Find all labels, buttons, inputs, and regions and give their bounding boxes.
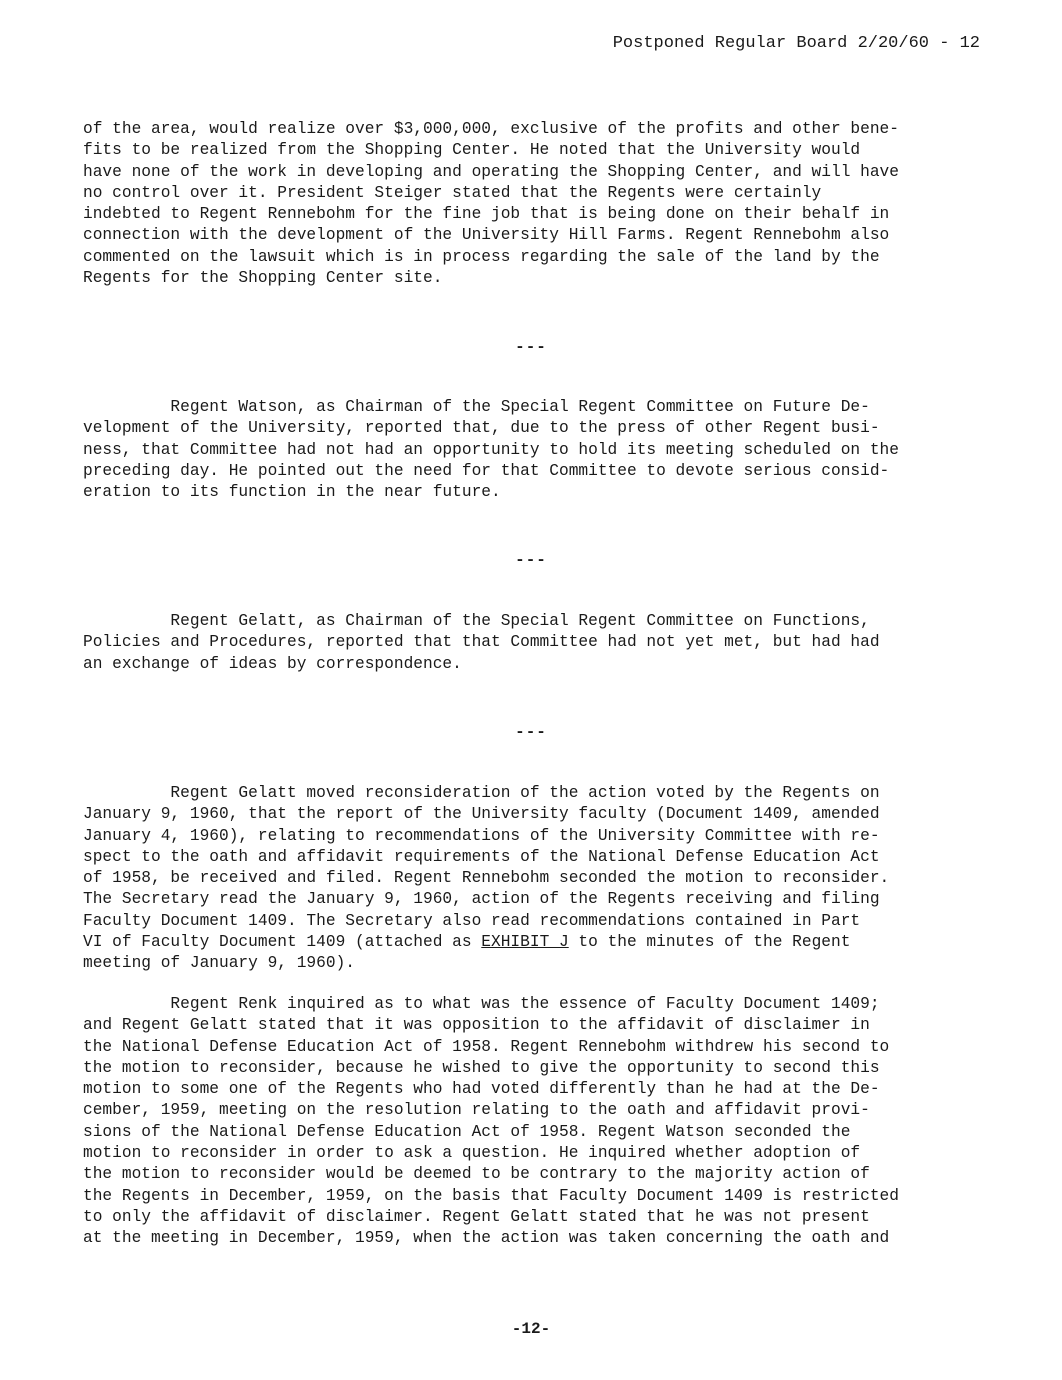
- text-line: Regent Gelatt moved reconsideration of the action voted by the Regents on: [83, 784, 880, 802]
- text-line: sions of the National Defense Education Act of 1958. Regent Watson seconded the: [83, 1122, 851, 1141]
- text-line: Regents for the Shopping Center site.: [83, 269, 443, 288]
- section-separator: ---: [515, 338, 547, 356]
- text-line: [83, 932, 988, 953]
- text-line: no control over it. President Steiger stated that the Regents were certainly: [83, 183, 822, 202]
- text-line: January 9, 1960, that the report of the University faculty (Document 1409, amended: [83, 805, 880, 824]
- paragraph-future-development: [83, 397, 988, 503]
- text-line: have none of the work in developing and operating the Shopping Center, and will have: [83, 162, 899, 181]
- text-line: preceding day. He pointed out the need for that Committee to devote serious consid-: [83, 461, 890, 480]
- section-separator: ---: [515, 723, 547, 741]
- text-line: Policies and Procedures, reported that that Committee had not yet met, but had had: [83, 633, 880, 652]
- paragraph-shopping-center: [83, 119, 988, 289]
- text-line: motion to some one of the Regents who had voted differently than he had at the De-: [83, 1080, 880, 1099]
- text-line: Regent Gelatt, as Chairman of the Special Regent Committee on Functions,: [83, 612, 870, 630]
- text-line: of 1958, be received and filed. Regent Rennebohm seconded the motion to reconsider.: [83, 869, 890, 888]
- text-line: fits to be realized from the Shopping Center. He noted that the University would: [83, 141, 861, 160]
- section-separator: ---: [515, 551, 547, 569]
- text-line: Regent Watson, as Chairman of the Special Regent Committee on Future De-: [83, 398, 870, 416]
- text-line: an exchange of ideas by correspondence.: [83, 654, 462, 673]
- text-line: spect to the oath and affidavit requirements of the National Defense Education Act: [83, 847, 880, 866]
- text-line: the Regents in December, 1959, on the basis that Faculty Document 1409 is restricted: [83, 1186, 899, 1205]
- text-line: the motion to reconsider would be deemed to be contrary to the majority action of: [83, 1165, 870, 1184]
- text-fragment: to the minutes of the Regent: [568, 933, 851, 952]
- text-line: motion to reconsider in order to ask a question. He inquired whether adoption of: [83, 1144, 861, 1163]
- paragraph-renk-inquiry: [83, 994, 988, 1250]
- text-line: commented on the lawsuit which is in process regarding the sale of the land by the: [83, 247, 880, 266]
- text-fragment: VI of Faculty Document 1409 (attached as: [83, 933, 482, 952]
- page-number: -12-: [511, 1320, 551, 1338]
- text-line: connection with the development of the University Hill Farms. Regent Rennebohm also: [83, 226, 890, 245]
- paragraph-reconsideration-motion: [83, 783, 988, 975]
- text-line: meeting of January 9, 1960).: [83, 954, 355, 973]
- text-line: the National Defense Education Act of 1958. Regent Rennebohm withdrew his second to: [83, 1037, 890, 1056]
- paragraph-functions-committee: [83, 611, 988, 675]
- text-line: Faculty Document 1409. The Secretary also read recommendations contained in Part: [83, 911, 861, 930]
- text-line: cember, 1959, meeting on the resolution relating to the oath and affidavit provi-: [83, 1101, 870, 1120]
- text-line: velopment of the University, reported that, due to the press of other Regent busi-: [83, 419, 880, 438]
- text-line: ness, that Committee had not had an opportunity to hold its meeting scheduled on the: [83, 440, 899, 459]
- page-header: Postponed Regular Board 2/20/60 - 12: [612, 34, 980, 53]
- text-line: The Secretary read the January 9, 1960, action of the Regents receiving and filing: [83, 890, 880, 909]
- text-line: the motion to reconsider, because he wished to give the opportunity to second this: [83, 1058, 880, 1077]
- text-line: of the area, would realize over $3,000,000, exclusive of the profits and other bene-: [83, 120, 899, 138]
- text-line: and Regent Gelatt stated that it was opposition to the affidavit of disclaimer in: [83, 1016, 870, 1035]
- text-line: January 4, 1960), relating to recommendations of the University Committee with re-: [83, 826, 880, 845]
- text-line: eration to its function in the near future.: [83, 483, 501, 502]
- exhibit-reference: EXHIBIT J: [481, 933, 569, 952]
- text-line: to only the affidavit of disclaimer. Regent Gelatt stated that he was not present: [83, 1207, 870, 1226]
- text-line: at the meeting in December, 1959, when the action was taken concerning the oath and: [83, 1229, 890, 1248]
- text-line: indebted to Regent Rennebohm for the fine job that is being done on their behalf in: [83, 205, 890, 224]
- text-line: Regent Renk inquired as to what was the essence of Faculty Document 1409;: [83, 995, 880, 1013]
